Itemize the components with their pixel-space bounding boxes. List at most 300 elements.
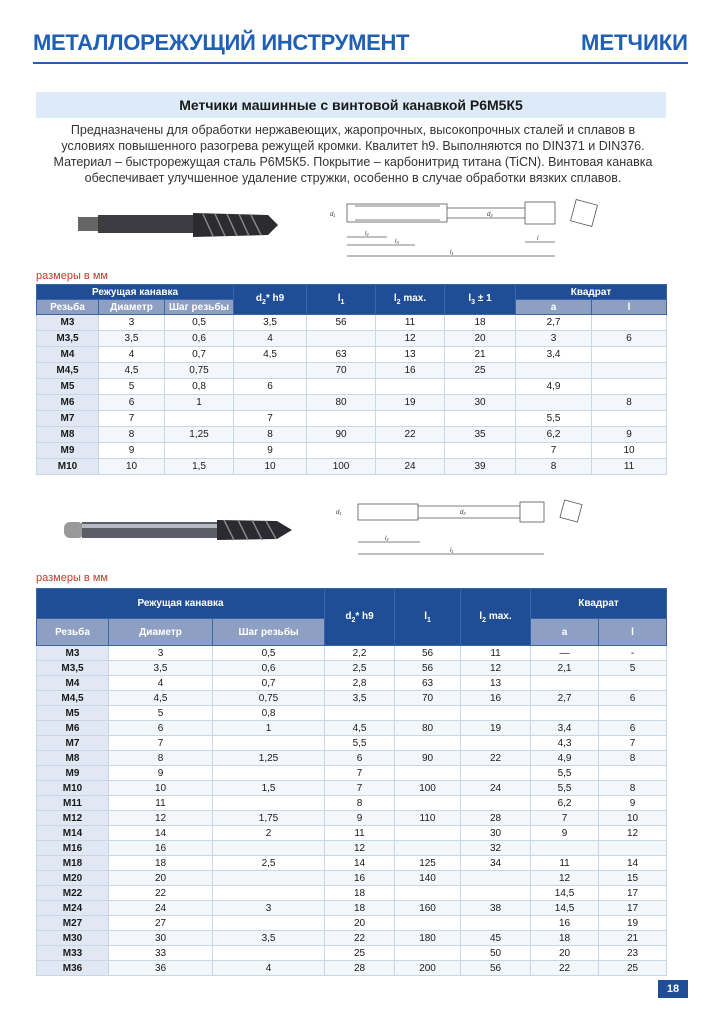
table-cell: 90	[307, 427, 376, 443]
table-cell: 70	[395, 691, 461, 706]
table-cell: 8	[592, 395, 667, 411]
table-cell	[395, 946, 461, 961]
table-cell: 14	[325, 856, 395, 871]
table-row	[37, 901, 667, 916]
table-cell	[395, 706, 461, 721]
table-cell: 5	[109, 706, 213, 721]
table-cell: 4	[213, 961, 325, 976]
table-row	[37, 315, 667, 331]
table-cell: M33	[37, 946, 109, 961]
table-cell	[461, 796, 531, 811]
table-cell	[165, 411, 234, 427]
table-cell: 23	[599, 946, 667, 961]
table-cell: 19	[461, 721, 531, 736]
table-cell: 10	[599, 811, 667, 826]
table-cell: 56	[395, 646, 461, 661]
table-cell	[531, 841, 599, 856]
table-cell: 6	[99, 395, 165, 411]
svg-text:l₂: l₂	[385, 536, 389, 542]
table-cell: M6	[37, 395, 99, 411]
table-cell: 38	[461, 901, 531, 916]
t1-col-l: l	[592, 300, 667, 315]
table-din376	[36, 588, 667, 976]
product-description: Предназначены для обработки нержавеющих, жаропрочных, высокопрочных сталей и сплавов в условиях повышенного разогрева режущей кромки. Квалитет h9. Выполняются по DIN371 и DIN376. Материал – быстрорежущая сталь Р6М5К5. Покрытие – карбонитрид титана (TiCN). Винтовая канавка обеспечивает улучшенное удаление стружки, особенно в случае обработки вязких сплавов.	[53, 123, 653, 185]
table-cell: M9	[37, 766, 109, 781]
table-cell: M3	[37, 315, 99, 331]
table-cell: 4,5	[234, 347, 307, 363]
table-cell: M10	[37, 781, 109, 796]
table-cell: 35	[445, 427, 516, 443]
table-row	[37, 826, 667, 841]
table-cell: 22	[376, 427, 445, 443]
table-cell: 11	[592, 459, 667, 475]
table-cell: 1,75	[213, 811, 325, 826]
table-cell: 4,5	[325, 721, 395, 736]
table-cell: 125	[395, 856, 461, 871]
table-cell: 0,8	[165, 379, 234, 395]
table-row	[37, 856, 667, 871]
table-cell: 8	[599, 781, 667, 796]
table-cell: 0,6	[213, 661, 325, 676]
table-cell: M6	[37, 721, 109, 736]
table-cell	[307, 331, 376, 347]
table-cell: 63	[395, 676, 461, 691]
table-cell: 34	[461, 856, 531, 871]
table-row	[37, 961, 667, 976]
t2-col-diam: Диаметр	[109, 619, 213, 646]
table-cell: 22	[325, 931, 395, 946]
table-cell: 16	[325, 871, 395, 886]
table-row	[37, 946, 667, 961]
table-cell	[213, 736, 325, 751]
table-cell: 0,75	[165, 363, 234, 379]
table-cell	[461, 736, 531, 751]
table-cell: 18	[109, 856, 213, 871]
table-cell: 4,3	[531, 736, 599, 751]
table-cell: 3,5	[213, 931, 325, 946]
table-cell: 1,5	[165, 459, 234, 475]
svg-text:d₁: d₁	[336, 510, 342, 516]
table-row	[37, 811, 667, 826]
table-cell: M3,5	[37, 661, 109, 676]
table-row	[37, 706, 667, 721]
table-cell	[213, 841, 325, 856]
tap-photo-1	[78, 205, 288, 245]
table-cell: 27	[109, 916, 213, 931]
table-cell: 9	[325, 811, 395, 826]
t1-col-d2: $d_2*$ h9	[234, 285, 307, 315]
table-cell	[445, 379, 516, 395]
table-cell: M3,5	[37, 331, 99, 347]
table-cell: 0,5	[165, 315, 234, 331]
table-cell	[395, 916, 461, 931]
table-cell	[376, 379, 445, 395]
table-cell: 3,5	[99, 331, 165, 347]
table-row	[37, 347, 667, 363]
table-row	[37, 427, 667, 443]
table-cell: M11	[37, 796, 109, 811]
table-cell: 1,5	[213, 781, 325, 796]
table-cell: 4	[99, 347, 165, 363]
table-cell: 8	[99, 427, 165, 443]
table-row	[37, 886, 667, 901]
table-cell: M30	[37, 931, 109, 946]
table-cell: 4,9	[531, 751, 599, 766]
table-cell: 100	[307, 459, 376, 475]
table-cell: 24	[376, 459, 445, 475]
svg-text:l₃: l₃	[395, 239, 399, 245]
table-cell	[516, 363, 592, 379]
table-cell	[531, 706, 599, 721]
table-cell	[376, 411, 445, 427]
table-cell: 15	[599, 871, 667, 886]
table-cell	[395, 886, 461, 901]
table-cell: 80	[307, 395, 376, 411]
table-cell: M4,5	[37, 363, 99, 379]
table-cell: 18	[531, 931, 599, 946]
svg-text:l: l	[537, 236, 539, 242]
table-cell	[307, 379, 376, 395]
t2-col-l2: $l_2$ max.	[461, 589, 531, 646]
table-cell	[395, 736, 461, 751]
table-cell: 12	[376, 331, 445, 347]
table-cell: 10	[109, 781, 213, 796]
table-cell	[395, 796, 461, 811]
table-cell: 21	[599, 931, 667, 946]
table-cell	[165, 443, 234, 459]
table-cell: 6	[109, 721, 213, 736]
t1-col-diam: Диаметр	[99, 300, 165, 315]
table-cell: 7	[516, 443, 592, 459]
table-row	[37, 363, 667, 379]
table-cell: 4,5	[109, 691, 213, 706]
table-row	[37, 751, 667, 766]
table-cell: 1,25	[213, 751, 325, 766]
table-cell	[213, 871, 325, 886]
table-cell: 9	[531, 826, 599, 841]
table-cell	[213, 946, 325, 961]
t1-col-thread: Резьба	[37, 300, 99, 315]
table-cell: M12	[37, 811, 109, 826]
svg-text:l₁: l₁	[450, 250, 454, 256]
table-cell: —	[531, 646, 599, 661]
table-cell: 4	[234, 331, 307, 347]
tap-drawing-2	[330, 492, 600, 564]
t1-col-l2: $l_2$ max.	[376, 285, 445, 315]
sizes-label-2: размеры в мм	[36, 572, 108, 584]
table-cell: M24	[37, 901, 109, 916]
t2-col-a: a	[531, 619, 599, 646]
table-row	[37, 736, 667, 751]
table-cell: 4,9	[516, 379, 592, 395]
table-cell: M18	[37, 856, 109, 871]
table-cell: 33	[109, 946, 213, 961]
table-cell: M20	[37, 871, 109, 886]
table-cell: M5	[37, 379, 99, 395]
table-cell: 5,5	[531, 781, 599, 796]
t2-col-l1: $l_1$	[395, 589, 461, 646]
t2-col-l: l	[599, 619, 667, 646]
table-cell: 3,5	[109, 661, 213, 676]
t2-col-pitch: Шаг резьбы	[213, 619, 325, 646]
table-cell: M5	[37, 706, 109, 721]
table-cell: 8	[109, 751, 213, 766]
table-cell: 30	[461, 826, 531, 841]
svg-text:l₁: l₁	[450, 548, 454, 554]
table-cell: 0,8	[213, 706, 325, 721]
table-cell	[445, 411, 516, 427]
table-cell: 11	[376, 315, 445, 331]
table-cell: -	[599, 646, 667, 661]
table-cell: 7	[531, 811, 599, 826]
table-cell: 17	[599, 886, 667, 901]
table-row	[37, 395, 667, 411]
table-cell: 25	[325, 946, 395, 961]
table-cell: 9	[234, 443, 307, 459]
table-cell: 8	[325, 796, 395, 811]
table-cell: 2,5	[325, 661, 395, 676]
table-cell: M14	[37, 826, 109, 841]
table-cell: 3,5	[234, 315, 307, 331]
table-cell	[592, 379, 667, 395]
table-cell: 2,2	[325, 646, 395, 661]
table-cell: 6	[592, 331, 667, 347]
table-cell: 5	[599, 661, 667, 676]
table-cell: 7	[325, 766, 395, 781]
table-cell: 9	[592, 427, 667, 443]
table-cell: 7	[234, 411, 307, 427]
table-cell: 24	[461, 781, 531, 796]
table-cell	[213, 766, 325, 781]
table-cell: 24	[109, 901, 213, 916]
table-cell: 0,5	[213, 646, 325, 661]
table-cell	[461, 706, 531, 721]
table-cell: 4	[109, 676, 213, 691]
table-cell	[516, 395, 592, 411]
table-cell: M4	[37, 676, 109, 691]
table-cell: 18	[325, 901, 395, 916]
table-cell	[599, 706, 667, 721]
svg-text:d₂: d₂	[460, 510, 466, 516]
table-cell: 2,1	[531, 661, 599, 676]
table-cell: 0,7	[165, 347, 234, 363]
table-row	[37, 841, 667, 856]
table-cell: 10	[99, 459, 165, 475]
table-cell: M3	[37, 646, 109, 661]
table-cell: 19	[376, 395, 445, 411]
table-cell	[599, 676, 667, 691]
table-cell: 1	[213, 721, 325, 736]
table-cell: 2	[213, 826, 325, 841]
table-cell: 5,5	[516, 411, 592, 427]
table-row	[37, 781, 667, 796]
table-cell: 160	[395, 901, 461, 916]
header-divider	[33, 62, 688, 64]
table-cell: 56	[461, 961, 531, 976]
table-cell: 32	[461, 841, 531, 856]
table-cell: 70	[307, 363, 376, 379]
table-cell: 5,5	[325, 736, 395, 751]
product-title: Метчики машинные с винтовой канавкой Р6М5К5	[36, 92, 666, 118]
table-cell: 9	[99, 443, 165, 459]
table-cell: 10	[592, 443, 667, 459]
t1-col-l3: $l_3 \pm 1$	[445, 285, 516, 315]
table-cell: 6,2	[531, 796, 599, 811]
table-cell: 39	[445, 459, 516, 475]
tap-drawing-1	[325, 192, 610, 264]
table-cell: M8	[37, 751, 109, 766]
table-cell: 8	[234, 427, 307, 443]
table-cell: 14	[109, 826, 213, 841]
table-cell	[307, 443, 376, 459]
table-cell	[234, 395, 307, 411]
table-cell: 20	[531, 946, 599, 961]
table-cell: 36	[109, 961, 213, 976]
t1-col-square: Квадрат	[516, 285, 667, 300]
table-cell: 6	[325, 751, 395, 766]
table-cell: 6	[599, 691, 667, 706]
table-cell: 20	[325, 916, 395, 931]
table-cell: 18	[325, 886, 395, 901]
table-cell: 4,5	[99, 363, 165, 379]
table-cell: 11	[461, 646, 531, 661]
table-cell: 16	[109, 841, 213, 856]
table-row	[37, 766, 667, 781]
table-cell: 22	[109, 886, 213, 901]
table-cell: M4,5	[37, 691, 109, 706]
table-cell	[461, 871, 531, 886]
table-row	[37, 331, 667, 347]
table-cell: 3	[109, 646, 213, 661]
table-cell: 12	[531, 871, 599, 886]
table-cell: 14,5	[531, 886, 599, 901]
table-cell: M4	[37, 347, 99, 363]
table-cell: 14,5	[531, 901, 599, 916]
table-cell: M36	[37, 961, 109, 976]
table-cell: 19	[599, 916, 667, 931]
table-cell	[592, 363, 667, 379]
table-cell: 28	[461, 811, 531, 826]
table-row	[37, 379, 667, 395]
table-cell: 90	[395, 751, 461, 766]
table-cell	[395, 766, 461, 781]
table-cell: 11	[531, 856, 599, 871]
table-cell	[307, 411, 376, 427]
table-cell: 3,4	[531, 721, 599, 736]
t1-col-a: a	[516, 300, 592, 315]
table-row	[37, 796, 667, 811]
table-cell: 16	[531, 916, 599, 931]
table-cell: 7	[599, 736, 667, 751]
table-cell: 0,75	[213, 691, 325, 706]
table-cell	[599, 841, 667, 856]
table-cell	[395, 841, 461, 856]
table-cell: 16	[461, 691, 531, 706]
table-row	[37, 646, 667, 661]
table-row	[37, 661, 667, 676]
table-row	[37, 411, 667, 427]
svg-text:l₂: l₂	[365, 231, 369, 237]
table-row	[37, 691, 667, 706]
table-cell: 180	[395, 931, 461, 946]
table-cell: 9	[109, 766, 213, 781]
table-row	[37, 931, 667, 946]
table-cell: 45	[461, 931, 531, 946]
table-cell: M16	[37, 841, 109, 856]
table-cell: 22	[461, 751, 531, 766]
table-cell	[445, 443, 516, 459]
table-cell: 2,7	[531, 691, 599, 706]
table-row	[37, 871, 667, 886]
table-cell: 5,5	[531, 766, 599, 781]
table-cell	[376, 443, 445, 459]
table-cell: 18	[445, 315, 516, 331]
table-cell	[325, 706, 395, 721]
table-cell: 50	[461, 946, 531, 961]
table-cell: 3	[213, 901, 325, 916]
table-row	[37, 443, 667, 459]
table-cell: M7	[37, 736, 109, 751]
table-cell: 110	[395, 811, 461, 826]
table-cell	[461, 766, 531, 781]
header-section-title: МЕТАЛЛОРЕЖУЩИЙ ИНСТРУМЕНТ	[33, 30, 410, 55]
table-cell: 2,7	[516, 315, 592, 331]
tap-photo-2	[62, 510, 302, 550]
table-cell: 56	[395, 661, 461, 676]
table-cell: 25	[599, 961, 667, 976]
table-cell: 20	[109, 871, 213, 886]
table-cell	[234, 363, 307, 379]
table-cell: 6,2	[516, 427, 592, 443]
table-cell: 80	[395, 721, 461, 736]
table-cell: 1	[165, 395, 234, 411]
table-cell	[531, 676, 599, 691]
t2-group-header: Режущая канавка	[37, 589, 325, 619]
table-cell: 30	[109, 931, 213, 946]
table-cell: 1,25	[165, 427, 234, 443]
table-cell: 3	[516, 331, 592, 347]
table-cell: M22	[37, 886, 109, 901]
table-cell: 9	[599, 796, 667, 811]
t1-col-l1: $l_1$	[307, 285, 376, 315]
table-cell: 2,5	[213, 856, 325, 871]
table-cell: 30	[445, 395, 516, 411]
table-cell: 6	[234, 379, 307, 395]
header-category: МЕТЧИКИ	[581, 30, 688, 55]
table-cell	[592, 315, 667, 331]
table-cell: 12	[325, 841, 395, 856]
table-cell: M10	[37, 459, 99, 475]
table-row	[37, 721, 667, 736]
table-cell: 16	[376, 363, 445, 379]
table-cell: 7	[325, 781, 395, 796]
table-cell: 7	[99, 411, 165, 427]
t2-col-thread: Резьба	[37, 619, 109, 646]
table-cell: 200	[395, 961, 461, 976]
table-cell: M9	[37, 443, 99, 459]
table-row	[37, 459, 667, 475]
table-cell: 10	[234, 459, 307, 475]
t2-col-d2: $d_2*$ h9	[325, 589, 395, 646]
table-cell: 12	[461, 661, 531, 676]
table-cell: 12	[109, 811, 213, 826]
table-cell	[461, 916, 531, 931]
t1-col-pitch: Шаг резьбы	[165, 300, 234, 315]
table-cell	[592, 347, 667, 363]
t1-group-header: Режущая канавка	[37, 285, 234, 300]
table-cell	[395, 826, 461, 841]
table-cell: 56	[307, 315, 376, 331]
